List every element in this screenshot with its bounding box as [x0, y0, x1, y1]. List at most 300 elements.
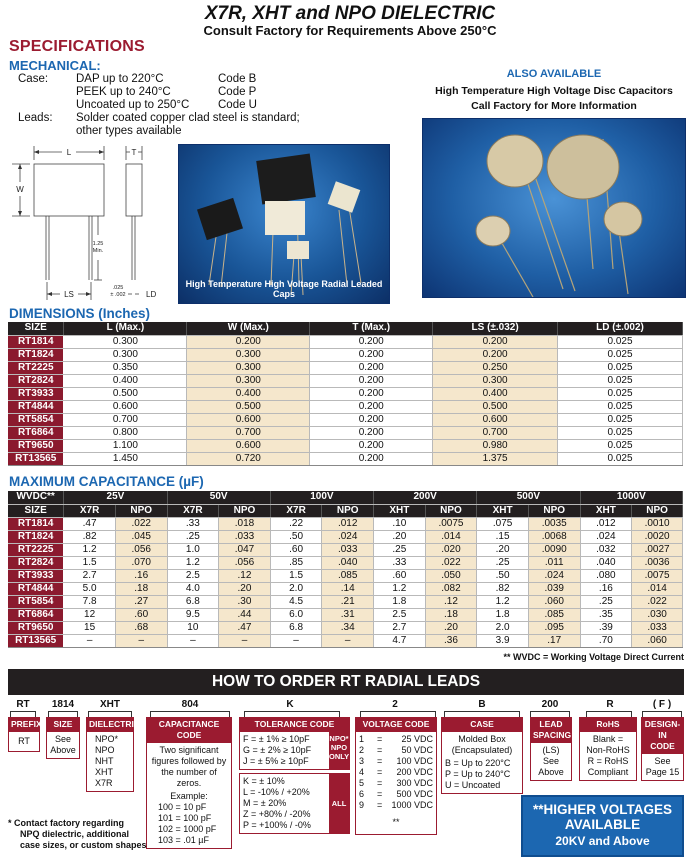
cap-col-dielectric: NPO: [115, 504, 167, 517]
dim-col-ld: LD (±.002): [558, 322, 683, 335]
cap-value-cell: .040: [580, 556, 632, 569]
cap-col-dielectric: NPO: [322, 504, 374, 517]
dim-size-cell: RT13565: [8, 452, 64, 465]
cap-value-cell: .0068: [528, 530, 580, 543]
higher-voltages-box: [521, 795, 684, 857]
order-code-dielectric: XHT: [100, 699, 120, 710]
cap-value-cell: 1.2: [64, 543, 116, 556]
dim-value-cell: 0.300: [433, 374, 558, 387]
voltage-code-head: VOLTAGE CODE: [355, 717, 437, 732]
cap-value-cell: .15: [477, 530, 529, 543]
dim-value-cell: 0.500: [64, 387, 187, 400]
dim-value-cell: 0.600: [187, 413, 310, 426]
dim-value-cell: 1.100: [64, 439, 187, 452]
table-row: [8, 335, 683, 348]
design-in-head-1: DESIGN-IN: [644, 719, 681, 740]
cap-value-cell: .33: [374, 556, 426, 569]
capacitance-body: [8, 517, 683, 647]
order-code-capacitance: 804: [181, 699, 199, 710]
cap-value-cell: 4.7: [374, 634, 426, 647]
dim-value-cell: 0.200: [310, 400, 433, 413]
tol-all-line: L = -10% / +20%: [243, 787, 310, 797]
lead-spacing-box: [530, 717, 572, 781]
voltage-code-num: 3: [359, 756, 365, 766]
cap-value-cell: .024: [580, 530, 632, 543]
dim-value-cell: 0.800: [64, 426, 187, 439]
dim-size-cell: RT9650: [8, 439, 64, 452]
dim-value-cell: 0.200: [310, 426, 433, 439]
cap-value-cell: –: [167, 634, 219, 647]
higher-voltages-line-3: 20KV and Above: [555, 834, 650, 848]
cap-value-cell: .25: [477, 556, 529, 569]
cap-value-cell: 10: [167, 621, 219, 634]
also-available-line-2: Call Factory for More Information: [471, 100, 637, 112]
case-code-3: Code U: [218, 99, 257, 111]
tol-npo-label: NPO*: [329, 734, 349, 743]
cap-value-cell: .10: [374, 517, 426, 530]
dim-value-cell: 0.200: [433, 348, 558, 361]
cap-size-cell: RT2824: [8, 556, 64, 569]
cap-value-cell: .60: [374, 569, 426, 582]
voltage-code-val: 50 VDC: [401, 745, 433, 755]
prefix-box: [8, 717, 40, 752]
tol-all-line: M = ± 20%: [243, 798, 287, 808]
cap-value-cell: .014: [632, 582, 683, 595]
cap-value-cell: .18: [115, 582, 167, 595]
cap-value-cell: .82: [64, 530, 116, 543]
size-head: SIZE: [46, 717, 80, 732]
cap-value-cell: .056: [219, 556, 271, 569]
cap-value-cell: .047: [219, 543, 271, 556]
asterisk-note-line: NPQ dielectric, additional: [20, 829, 130, 839]
dim-value-cell: 0.025: [558, 348, 683, 361]
cap-value-cell: 7.8: [64, 595, 116, 608]
tol-all-line: K = ± 10%: [243, 776, 285, 786]
cap-value-cell: .30: [219, 595, 271, 608]
tol-npo-line: G = ± 2% ≥ 10pF: [243, 745, 312, 755]
dim-value-cell: 0.250: [433, 361, 558, 374]
disc-caps-illustration: [423, 119, 686, 298]
dim-value-cell: 0.200: [310, 361, 433, 374]
drawing-label-l: L: [66, 148, 72, 157]
cap-col-size: SIZE: [8, 504, 64, 517]
table-row: [8, 413, 683, 426]
dim-value-cell: 0.025: [558, 426, 683, 439]
radial-caps-photo: [178, 144, 390, 304]
cap-value-cell: 2.7: [64, 569, 116, 582]
capcode-line: the number of zeros.: [161, 767, 217, 788]
dielectric-item: NHT: [95, 756, 114, 766]
table-row: [8, 608, 683, 621]
cap-value-cell: .0036: [632, 556, 683, 569]
higher-voltages-line-1: **HIGHER VOLTAGES: [532, 802, 672, 817]
cap-value-cell: .21: [322, 595, 374, 608]
dim-col-ls: LS (±.032): [433, 322, 558, 335]
dim-value-cell: 0.025: [558, 439, 683, 452]
cap-value-cell: .16: [115, 569, 167, 582]
dim-size-cell: RT5854: [8, 413, 64, 426]
cap-value-cell: .22: [270, 517, 322, 530]
tolerance-code-head: TOLERANCE CODE: [239, 717, 350, 732]
cap-col-dielectric: XHT: [374, 504, 426, 517]
dim-value-cell: 0.025: [558, 413, 683, 426]
size-body-1: See: [54, 734, 71, 744]
table-row: [8, 374, 683, 387]
voltage-code-num: 2: [359, 745, 365, 755]
table-row: [8, 452, 683, 465]
wvdc-label: WVDC**: [8, 491, 64, 504]
cap-value-cell: .0010: [632, 517, 683, 530]
cap-col-dielectric: NPO: [219, 504, 271, 517]
cap-col-dielectric: NPO: [528, 504, 580, 517]
cap-value-cell: .075: [477, 517, 529, 530]
cap-size-cell: RT4844: [8, 582, 64, 595]
cap-value-cell: .095: [528, 621, 580, 634]
order-code-design-in: ( F ): [652, 699, 672, 710]
tol-npo-line: J = ± 5% ≥ 10pF: [243, 756, 309, 766]
cap-value-cell: .060: [632, 634, 683, 647]
cap-value-cell: 1.2: [167, 556, 219, 569]
cap-value-cell: 2.0: [477, 621, 529, 634]
order-code-lead-spacing: 200: [541, 699, 559, 710]
cap-value-cell: .16: [580, 582, 632, 595]
cap-value-cell: 2.5: [374, 608, 426, 621]
cap-value-cell: .060: [528, 595, 580, 608]
dimensions-table: [8, 322, 683, 466]
order-code-prefix: RT: [16, 699, 30, 710]
asterisk-note-line: * Contact factory regarding: [8, 818, 125, 828]
case-head: CASE: [441, 717, 523, 732]
voltage-50v: 50V: [167, 491, 270, 504]
dimensions-body: [8, 335, 683, 465]
case-code-1: Code B: [218, 73, 257, 85]
dim-size-cell: RT6864: [8, 426, 64, 439]
dim-value-cell: 0.200: [310, 452, 433, 465]
dim-value-cell: 0.200: [433, 335, 558, 348]
voltage-code-num: 5: [359, 778, 365, 788]
tol-all-label: ALL: [331, 799, 347, 808]
cap-value-cell: 2.0: [270, 582, 322, 595]
table-row: [8, 348, 683, 361]
voltage-code-box: VOLTAGE CODE 1 = 25 VDC 2 = 50 VDC 3 = 100 VDC 4 = 200 VDC 5 = 300 VDC 6 = 500 VDC 9 = 1000 VDC **: [355, 717, 437, 835]
table-row: [8, 439, 683, 452]
cap-value-cell: .018: [219, 517, 271, 530]
cap-value-cell: .080: [580, 569, 632, 582]
cap-value-cell: .17: [528, 634, 580, 647]
voltage-500v: 500V: [477, 491, 580, 504]
cap-value-cell: .0020: [632, 530, 683, 543]
cap-value-cell: .47: [64, 517, 116, 530]
dim-value-cell: 0.700: [433, 426, 558, 439]
cap-value-cell: .020: [425, 543, 477, 556]
order-code-size: 1814: [51, 699, 75, 710]
dim-col-size: SIZE: [8, 322, 64, 335]
leads-line-2: other types available: [76, 125, 182, 137]
dim-value-cell: 0.025: [558, 374, 683, 387]
tol-npo-line: F = ± 1% ≥ 10pF: [243, 734, 310, 744]
cap-value-cell: .12: [425, 595, 477, 608]
cap-value-cell: .033: [632, 621, 683, 634]
dim-value-cell: 0.200: [310, 374, 433, 387]
cap-value-cell: –: [64, 634, 116, 647]
cap-value-cell: .085: [528, 608, 580, 621]
dim-value-cell: 0.600: [64, 400, 187, 413]
prefix-head: PREFIX: [8, 717, 40, 732]
cap-value-cell: .31: [322, 608, 374, 621]
dim-size-cell: RT1824: [8, 348, 64, 361]
cap-size-cell: RT5854: [8, 595, 64, 608]
cap-value-cell: .50: [477, 569, 529, 582]
case-box: [441, 717, 523, 794]
cap-value-cell: .34: [322, 621, 374, 634]
cap-value-cell: .12: [219, 569, 271, 582]
design-in-head-2: CODE: [650, 741, 675, 751]
cap-value-cell: .70: [580, 634, 632, 647]
cap-value-cell: –: [270, 634, 322, 647]
asterisk-note: [8, 818, 147, 851]
table-row: [8, 569, 683, 582]
drawing-lead-tol-1: .025: [112, 285, 124, 291]
also-available-heading: ALSO AVAILABLE: [506, 68, 602, 80]
how-to-order-banner: HOW TO ORDER RT RADIAL LEADS: [8, 669, 684, 695]
cap-value-cell: .60: [115, 608, 167, 621]
drawing-label-t: T: [131, 148, 137, 157]
dim-value-cell: 0.025: [558, 387, 683, 400]
voltage-code-val: 100 VDC: [396, 756, 433, 766]
capcode-line: figures followed by: [151, 756, 227, 766]
dim-value-cell: 1.450: [64, 452, 187, 465]
table-row: [8, 517, 683, 530]
cap-value-cell: 6.0: [270, 608, 322, 621]
drawing-lead-length: 1.25: [92, 241, 104, 247]
capcode-example: 103 = .01 µF: [158, 835, 209, 845]
cap-value-cell: .25: [374, 543, 426, 556]
cap-value-cell: .50: [270, 530, 322, 543]
case-material-3: Uncoated up to 250°C: [76, 99, 190, 111]
capacitance-code-box: [146, 717, 232, 849]
case-line: (Encapsulated): [451, 745, 513, 755]
dielectric-head: DIELECTRIC: [86, 717, 134, 732]
cap-col-dielectric: X7R: [64, 504, 116, 517]
order-code-tolerance: K: [286, 699, 294, 710]
cap-value-cell: 9.5: [167, 608, 219, 621]
capacitance-table: [8, 491, 683, 648]
cap-value-cell: .44: [219, 608, 271, 621]
drawing-lead-length-min: Min.: [92, 248, 104, 254]
dim-value-cell: 0.350: [64, 361, 187, 374]
page-title: X7R, XHT and NPO DIELECTRIC: [204, 3, 496, 24]
rohs-head: RoHS: [579, 717, 637, 732]
dielectric-item: X7R: [95, 778, 113, 788]
drawing-label-ld: LD: [146, 290, 157, 299]
voltage-code-num: 4: [359, 767, 365, 777]
cap-value-cell: .25: [167, 530, 219, 543]
dim-value-cell: 0.600: [433, 413, 558, 426]
cap-value-cell: 4.5: [270, 595, 322, 608]
cap-value-cell: .022: [425, 556, 477, 569]
cap-value-cell: .056: [115, 543, 167, 556]
cap-value-cell: .0075: [425, 517, 477, 530]
table-row: [8, 595, 683, 608]
cap-col-dielectric: NPO: [632, 504, 683, 517]
voltage-code-num: 1: [359, 734, 365, 744]
cap-value-cell: .20: [477, 543, 529, 556]
cap-value-cell: .0027: [632, 543, 683, 556]
cap-value-cell: .012: [322, 517, 374, 530]
mechanical-heading: MECHANICAL:: [9, 58, 101, 73]
cap-value-cell: .85: [270, 556, 322, 569]
cap-value-cell: 4.0: [167, 582, 219, 595]
cap-value-cell: 15: [64, 621, 116, 634]
tol-npo-label: NPO: [330, 743, 348, 752]
dim-value-cell: 0.025: [558, 335, 683, 348]
cap-value-cell: .0090: [528, 543, 580, 556]
also-available-line-1: High Temperature High Voltage Disc Capacitors: [435, 85, 673, 97]
tol-all-line: P = +100% / -0%: [243, 820, 311, 830]
cap-value-cell: .20: [374, 530, 426, 543]
dimension-drawing: [8, 140, 168, 305]
voltage-code-val: 500 VDC: [396, 789, 433, 799]
capacitance-heading: MAXIMUM CAPACITANCE (µF): [9, 474, 204, 489]
case-label: Case:: [18, 73, 49, 85]
dimensions-header-row: [8, 322, 683, 335]
leads-label: Leads:: [18, 112, 53, 124]
capacitance-subheader-row: [8, 504, 683, 517]
cap-value-cell: .039: [528, 582, 580, 595]
cap-size-cell: RT2225: [8, 543, 64, 556]
dim-value-cell: 0.700: [64, 413, 187, 426]
case-line: Molded Box: [458, 734, 506, 744]
tolerance-code-box: [239, 717, 350, 834]
table-row: [8, 530, 683, 543]
dim-value-cell: 0.400: [433, 387, 558, 400]
disc-caps-photo: [422, 118, 686, 298]
cap-value-cell: .033: [219, 530, 271, 543]
case-material-2: PEEK up to 240°C: [76, 86, 171, 98]
prefix-body: RT: [8, 732, 40, 752]
table-row: [8, 556, 683, 569]
dim-value-cell: 0.300: [64, 348, 187, 361]
voltage-code-val: 300 VDC: [396, 778, 433, 788]
dim-value-cell: 0.300: [187, 361, 310, 374]
capcode-example-label: Example:: [170, 791, 208, 801]
cap-value-cell: 1.5: [270, 569, 322, 582]
cap-value-cell: .0075: [632, 569, 683, 582]
cap-value-cell: .60: [270, 543, 322, 556]
capcode-example: 102 = 1000 pF: [158, 824, 217, 834]
cap-value-cell: .33: [167, 517, 219, 530]
dim-value-cell: 0.300: [187, 348, 310, 361]
cap-col-dielectric: NPO: [425, 504, 477, 517]
table-row: [8, 426, 683, 439]
voltage-code-num: 9: [359, 800, 365, 810]
cap-value-cell: .033: [322, 543, 374, 556]
cap-value-cell: –: [115, 634, 167, 647]
cap-value-cell: .045: [115, 530, 167, 543]
table-row: [8, 543, 683, 556]
dim-value-cell: 0.300: [64, 335, 187, 348]
voltage-code-val: 200 VDC: [396, 767, 433, 777]
dielectric-item: XHT: [95, 767, 113, 777]
cap-value-cell: .022: [632, 595, 683, 608]
capcode-example: 100 = 10 pF: [158, 802, 207, 812]
capcode-line: Two significant: [159, 745, 219, 755]
voltage-100v: 100V: [270, 491, 373, 504]
cap-value-cell: .20: [219, 582, 271, 595]
lead-spacing-head-1: LEAD: [539, 719, 563, 729]
design-in-line: Page 15: [645, 767, 680, 777]
cap-value-cell: 2.7: [374, 621, 426, 634]
table-row: [8, 387, 683, 400]
dim-value-cell: 0.980: [433, 439, 558, 452]
dim-size-cell: RT4844: [8, 400, 64, 413]
table-row: [8, 361, 683, 374]
order-code-rohs: R: [606, 699, 614, 710]
cap-value-cell: .024: [528, 569, 580, 582]
dim-value-cell: 1.375: [433, 452, 558, 465]
case-option: U = Uncoated: [445, 780, 501, 790]
capacitance-code-head: CAPACITANCE CODE: [146, 717, 232, 743]
dim-size-cell: RT2225: [8, 361, 64, 374]
drawing-body-side: [126, 164, 142, 216]
cap-value-cell: .18: [425, 608, 477, 621]
cap-value-cell: .070: [115, 556, 167, 569]
voltage-1000v: 1000V: [580, 491, 682, 504]
size-box: [46, 717, 80, 759]
dim-value-cell: 0.025: [558, 452, 683, 465]
cap-value-cell: 1.8: [477, 608, 529, 621]
voltage-code-num: 6: [359, 789, 365, 799]
cap-value-cell: 5.0: [64, 582, 116, 595]
voltage-25v: 25V: [64, 491, 167, 504]
cap-value-cell: 3.9: [477, 634, 529, 647]
dim-value-cell: 0.200: [310, 413, 433, 426]
cap-value-cell: .030: [632, 608, 683, 621]
cap-value-cell: .20: [425, 621, 477, 634]
rohs-box: [579, 717, 637, 781]
cap-value-cell: .012: [580, 517, 632, 530]
dim-value-cell: 0.300: [187, 374, 310, 387]
leads-line-1: Solder coated copper clad steel is standard;: [76, 112, 300, 124]
cap-size-cell: RT6864: [8, 608, 64, 621]
case-material-1: DAP up to 220°C: [76, 73, 164, 85]
cap-value-cell: .0035: [528, 517, 580, 530]
cap-value-cell: 12: [64, 608, 116, 621]
cap-value-cell: .82: [477, 582, 529, 595]
cap-value-cell: .011: [528, 556, 580, 569]
dielectric-item: NPO: [95, 745, 115, 755]
dim-value-cell: 0.500: [433, 400, 558, 413]
dim-value-cell: 0.200: [310, 335, 433, 348]
drawing-label-ls: LS: [64, 290, 74, 299]
cap-value-cell: 1.0: [167, 543, 219, 556]
cap-value-cell: .35: [580, 608, 632, 621]
lead-spacing-line: See: [542, 756, 559, 766]
case-code-2: Code P: [218, 86, 257, 98]
cap-value-cell: .27: [115, 595, 167, 608]
cap-value-cell: 1.2: [374, 582, 426, 595]
dim-value-cell: 0.400: [64, 374, 187, 387]
table-row: [8, 582, 683, 595]
asterisk-note-line: case sizes, or custom shapes: [20, 840, 147, 850]
rohs-line: R = RoHS: [587, 756, 629, 766]
lead-spacing-line: Above: [538, 767, 564, 777]
cap-value-cell: 6.8: [167, 595, 219, 608]
cap-value-cell: .25: [580, 595, 632, 608]
case-option: P = Up to 240°C: [445, 769, 511, 779]
cap-value-cell: .085: [322, 569, 374, 582]
dimensions-heading: DIMENSIONS (Inches): [9, 306, 151, 321]
